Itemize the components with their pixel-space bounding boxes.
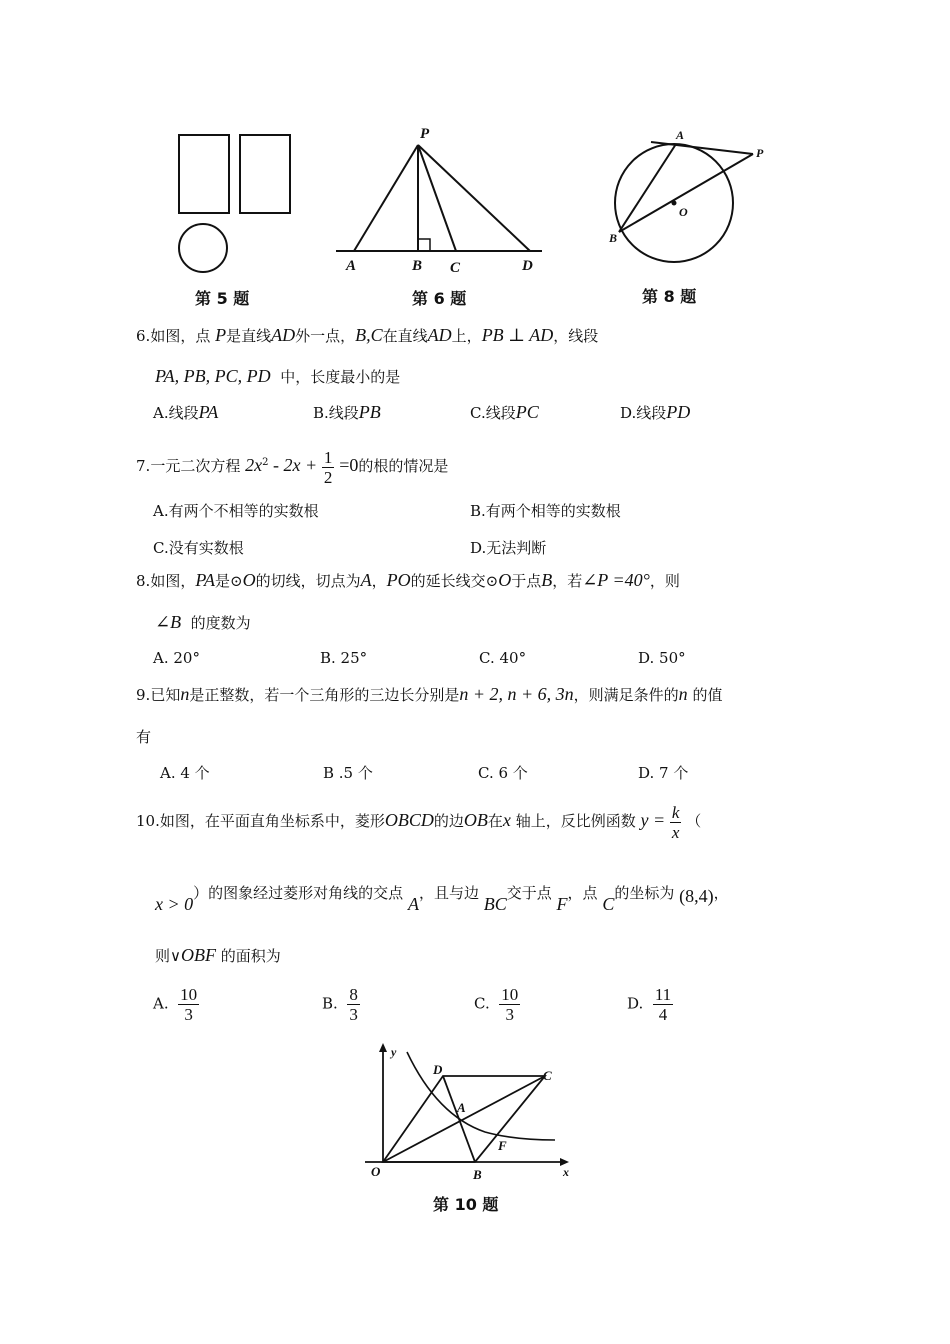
fig10-caption: 第 10 题 (433, 1195, 499, 1214)
figure-8 (605, 125, 780, 270)
q7-option-b[interactable]: B.有两个相等的实数根 (470, 502, 621, 520)
fig8-label-A: A (676, 128, 685, 142)
fig10-label-y: y (391, 1045, 397, 1059)
fig8-label-O: O (679, 205, 688, 219)
q6-stem-line2: PA, PB, PC, PD 中，长度最小的是 (155, 366, 401, 386)
q6-option-d[interactable]: D.线段PD (620, 402, 691, 422)
fig10-label-D: D (433, 1062, 443, 1077)
fig10-label-C: C (543, 1068, 552, 1083)
fig6-label-D: D (522, 258, 533, 274)
q9-stem-line1: 9.已知n是正整数，若一个三角形的三边长分别是n + 2, n + 6, 3n，则满足条件的n 的值 (136, 684, 723, 704)
q10-stem-line1: 10.如图，在平面直角坐标系中，菱形OBCD的边OB在x 轴上，反比例函数 y = $\frac{k}{x}$ （ (136, 802, 702, 842)
fig10-label-F: F (498, 1138, 507, 1153)
q6-option-a[interactable]: A.线段PA (153, 402, 219, 422)
fig5-circle (179, 224, 227, 272)
q6-stem-line1: 6.如图，点 P是直线AD外一点，B,C在直线AD上，PB ⊥ AD，线段 (136, 325, 599, 345)
fig6-caption: 第 6 题 (412, 289, 467, 308)
q9-option-d[interactable]: D. 7 个 (638, 764, 689, 782)
figure-5 (170, 125, 240, 275)
q6-option-c[interactable]: C.线段PC (470, 402, 539, 422)
fig10-label-B: B (473, 1167, 482, 1182)
figure-5b (232, 125, 302, 225)
q8-option-d[interactable]: D. 50° (638, 649, 686, 667)
q10-option-c[interactable]: C. $\frac{10}{3}$ (474, 985, 519, 1024)
q8-stem-line2: ∠B 的度数为 (155, 612, 251, 632)
fig6-label-P: P (420, 126, 430, 142)
q8-option-a[interactable]: A. 20° (153, 649, 200, 667)
q8-stem-line1: 8.如图，PA是⊙O的切线，切点为A，PO的延长线交⊙O于点B，若∠P =40°，则 (136, 570, 680, 590)
fig5-caption: 第 5 题 (195, 289, 250, 308)
q9-option-b[interactable]: B .5 个 (323, 764, 373, 782)
fig8-caption: 第 8 题 (642, 287, 697, 306)
fig10-label-A: A (457, 1100, 466, 1115)
fig10-label-x: x (563, 1165, 569, 1179)
q9-option-c[interactable]: C. 6 个 (478, 764, 528, 782)
q7-stem: 7.一元二次方程 $2x^2 - 2x$ + $\frac{1}{2}$ =0的根的情况是 (136, 447, 449, 487)
q7-option-a[interactable]: A.有两个不相等的实数根 (153, 502, 319, 520)
figure-6 (330, 120, 550, 280)
q6-option-b[interactable]: B.线段PB (313, 402, 381, 422)
q7-option-d[interactable]: D.无法判断 (470, 539, 547, 557)
q10-stem-line2: x > 0）的图象经过菱形对角线的交点 A，且与边 BC交于点 F，点 C的坐标为 (8,4)， (155, 884, 729, 914)
fig5-rect-right (240, 135, 290, 213)
fig6-label-A: A (346, 258, 357, 274)
q10-option-d[interactable]: D. $\frac{11}{4}$ (627, 985, 672, 1024)
fig8-label-P: P (756, 146, 764, 160)
q10-option-b[interactable]: B. $\frac{8}{3}$ (322, 985, 358, 1024)
figure-10 (355, 1040, 585, 1185)
q8-option-c[interactable]: C. 40° (479, 649, 527, 667)
q7-option-c[interactable]: C.没有实数根 (153, 539, 244, 557)
fig5-rect-left (179, 135, 229, 213)
q8-option-b[interactable]: B. 25° (320, 649, 368, 667)
fig8-label-B: B (609, 231, 618, 245)
q9-option-a[interactable]: A. 4 个 (160, 764, 210, 782)
fig6-label-C: C (450, 260, 461, 276)
q10-stem-line3: 则∨OBF 的面积为 (155, 945, 281, 965)
q9-stem-line2: 有 (136, 728, 152, 746)
fig10-label-O: O (371, 1164, 381, 1179)
q10-option-a[interactable]: A. $\frac{10}{3}$ (153, 985, 198, 1024)
fig6-label-B: B (412, 258, 423, 274)
